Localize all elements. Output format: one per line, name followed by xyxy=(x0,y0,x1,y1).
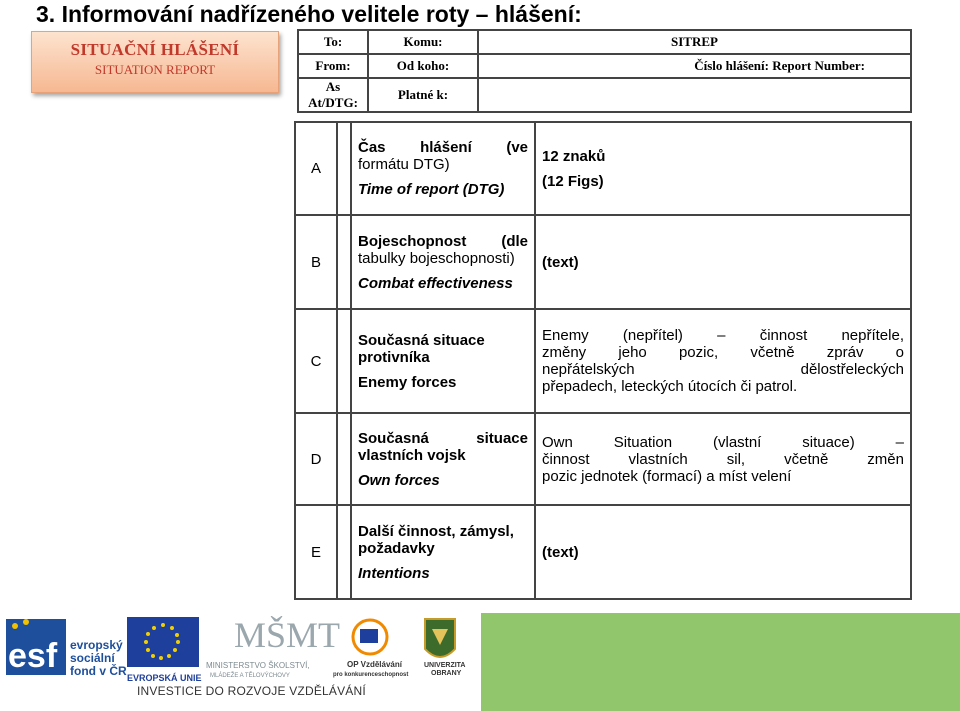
report-table xyxy=(294,121,912,600)
sitrep-label: SITREP xyxy=(478,30,911,54)
table-row xyxy=(295,122,911,215)
od-koho-label: Od koho: xyxy=(368,54,478,78)
msmt-text-2: MLÁDEŽE A TĚLOVÝCHOVY xyxy=(210,673,290,679)
as-at-label: As At/DTG: xyxy=(298,78,368,112)
esf-text-3: fond v ČR xyxy=(70,664,127,678)
msmt-text-1: MINISTERSTVO ŠKOLSTVÍ, xyxy=(206,661,310,670)
from-label: From: xyxy=(298,54,368,78)
table-row xyxy=(295,215,911,309)
row-letter: B xyxy=(295,215,337,309)
svg-text:MŠMT: MŠMT xyxy=(234,615,341,655)
row-letter: A xyxy=(295,122,337,215)
esf-text-1: evropský xyxy=(70,638,123,652)
table-row xyxy=(295,413,911,505)
uo-text-1: UNIVERZITA xyxy=(424,662,466,669)
row-letter: E xyxy=(295,505,337,599)
op-vk-logo xyxy=(333,620,408,678)
univerzita-obrany-logo xyxy=(424,619,465,677)
header-table xyxy=(297,29,912,113)
row-value: 12 znaků (12 Figs) xyxy=(535,122,911,215)
empty-cell xyxy=(478,78,911,112)
row-letter: C xyxy=(295,309,337,413)
platne-label: Platné k: xyxy=(368,78,478,112)
row-value: (text) xyxy=(535,215,911,309)
investice-slogan: INVESTICE DO ROZVOJE VZDĚLÁVÁNÍ xyxy=(137,684,366,698)
op-text-1: OP Vzdělávání xyxy=(347,660,402,669)
badge-title-en: SITUATION REPORT xyxy=(94,62,216,77)
row-description: Další činnost, zámysl, požadavky Intentions xyxy=(351,505,535,599)
row-description: Čas hlášení (ve formátu DTG) Time of report (DTG) xyxy=(351,122,535,215)
table-row xyxy=(295,505,911,599)
report-number-label: Číslo hlášení: Report Number: xyxy=(478,54,911,78)
row-description: Současná situace protivníka Enemy forces xyxy=(351,309,535,413)
svg-text:esf: esf xyxy=(8,637,58,675)
uo-text-2: OBRANY xyxy=(431,670,462,677)
table-row xyxy=(295,309,911,413)
row-value: (text) xyxy=(535,505,911,599)
row-description: Bojeschopnost (dle tabulky bojeschopnosti) Combat effectiveness xyxy=(351,215,535,309)
situation-report-badge xyxy=(31,31,279,93)
op-text-2: pro konkurenceschopnost xyxy=(333,672,409,678)
row-value: Enemy (nepřítel) – činnost nepřítele, změny jeho pozic, včetně zpráv o nepřátelských dělostřeleckých přepadech, leteckých útocích či patrol. xyxy=(535,309,911,413)
row-description: Současná situace vlastních vojsk Own forces xyxy=(351,413,535,505)
row-value: Own Situation (vlastní situace) – činnost vlastních sil, včetně změn pozic jednotek (formací) a míst velení xyxy=(535,413,911,505)
msmt-logo xyxy=(206,615,340,679)
to-label: To: xyxy=(298,30,368,54)
row-letter: D xyxy=(295,413,337,505)
eu-flag-logo xyxy=(127,617,202,683)
komu-label: Komu: xyxy=(368,30,478,54)
esf-logo xyxy=(6,619,127,678)
page-title: 3. Informování nadřízeného velitele roty – hlášení: xyxy=(36,1,582,27)
footer-green-panel xyxy=(481,613,960,711)
badge-title-cz: SITUAČNÍ HLÁŠENÍ xyxy=(70,40,240,59)
eu-text: EVROPSKÁ UNIE xyxy=(127,673,202,683)
esf-text-2: sociální xyxy=(70,651,115,665)
